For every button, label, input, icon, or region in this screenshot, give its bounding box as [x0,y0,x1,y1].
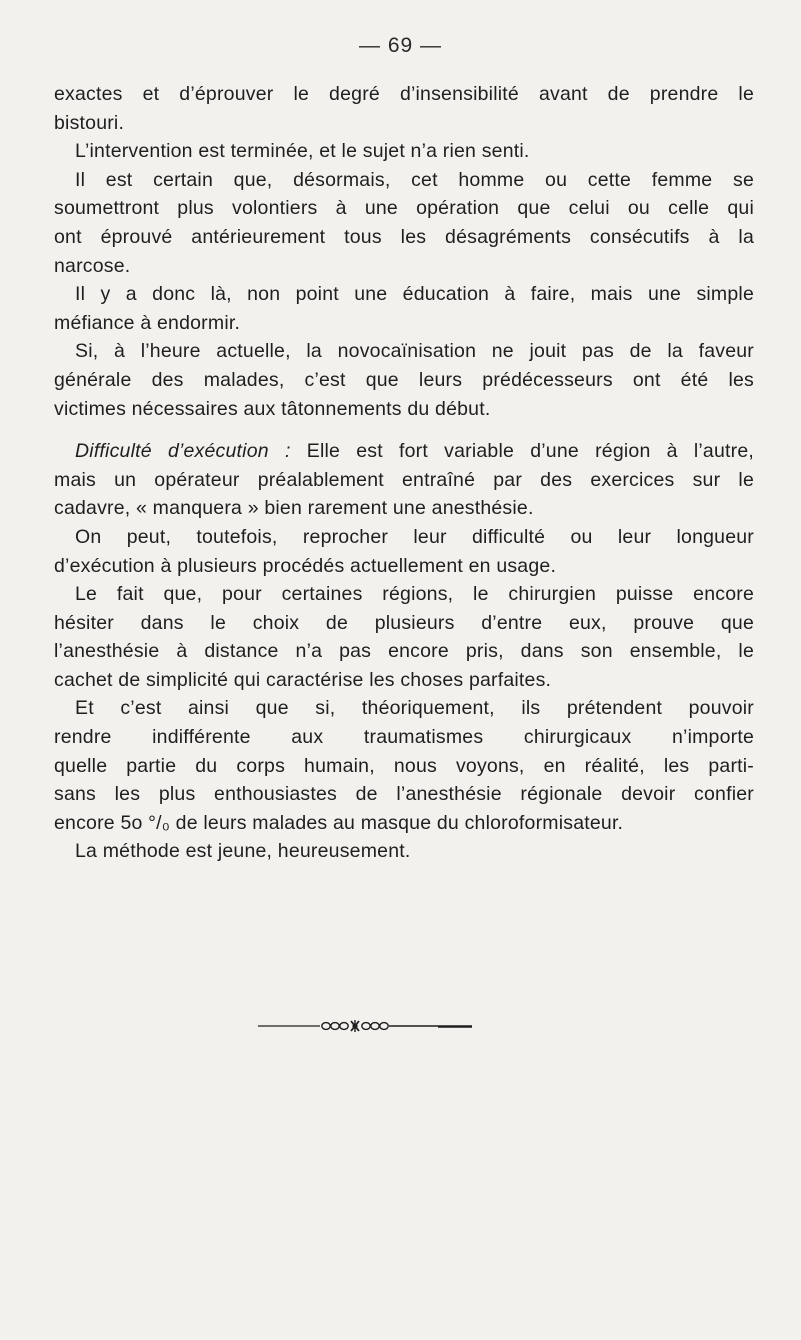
ornament-link [340,1023,348,1030]
text-line: l’anesthésie à distance n’a pas encore pris, dans son ensemble, le [54,640,754,663]
text-line: soumettront plus volontiers à une opération que celui ou celle qui [54,197,754,220]
text-line: rendre indifférente aux traumatismes chirurgicaux n’importe [54,726,754,749]
ornament-link [362,1023,370,1030]
text-line [54,437,754,466]
paragraph-gap [54,423,754,437]
ornament-link [371,1023,379,1030]
text-line: exactes et d’éprouver le degré d’insensibilité avant de prendre le [54,83,754,105]
text-line: quelle partie du corps humain, nous voyons, en réalité, les parti- [54,754,754,777]
ornament-link [322,1023,330,1030]
text-line: ont éprouvé antérieurement tous les désagréments consécutifs à la [54,225,754,248]
text-line: encore 5o °/₀ de leurs malades au masque du chloroformisateur. [54,811,624,834]
text-line: On peut, toutefois, reprocher leur difficulté ou leur longueur [75,525,754,548]
ornament-center-knot [351,1020,359,1032]
text-line: Si, à l’heure actuelle, la novocaïnisation ne jouit pas de la faveur [75,340,754,363]
section-heading: Difficulté d’exécution : [75,440,291,463]
text-line: bistouri. [54,111,125,134]
text-line: Il est certain que, désormais, cet homme ou cette femme se [75,168,754,191]
text-line: Il y a donc là, non point une éducation à faire, mais une simple [75,283,754,306]
text-line: générale des malades, c’est que leurs prédécesseurs ont été les [54,368,754,391]
text-line: narcose. [54,254,131,277]
ornamental-rule-icon [258,1019,472,1033]
text-line: sans les plus enthousiastes de l’anesthésie régionale devoir confier [54,783,754,806]
text-line: hésiter dans le choix de plusieurs d’entre eux, prouve que [54,611,754,634]
heading-line-rest: Elle est fort variable d’une région à l’autre, [290,440,754,463]
text-line: Et c’est ainsi que si, théoriquement, ils prétendent pouvoir [75,697,754,720]
text-line: cadavre, « manquera » bien rarement une anesthésie. [54,497,534,520]
text-line: La méthode est jeune, heureusement. [75,840,411,863]
text-line: d’exécution à plusieurs procédés actuellement en usage. [54,554,557,577]
body-text [54,80,754,866]
ornament-link [331,1023,339,1030]
text-line: victimes nécessaires aux tâtonnements du début. [54,397,491,420]
text-line: méfiance à endormir. [54,311,241,334]
text-line: mais un opérateur préalablement entraîné par des exercices sur le [54,468,754,491]
text-line: cachet de simplicité qui caractérise les choses parfaites. [54,668,552,691]
ornament-link [380,1023,388,1030]
text-line: L’intervention est terminée, et le sujet n’a rien senti. [75,140,530,163]
page-number: — 69 — [358,34,443,57]
text-line: Le fait que, pour certaines régions, le chirurgien puisse encore [75,583,754,606]
